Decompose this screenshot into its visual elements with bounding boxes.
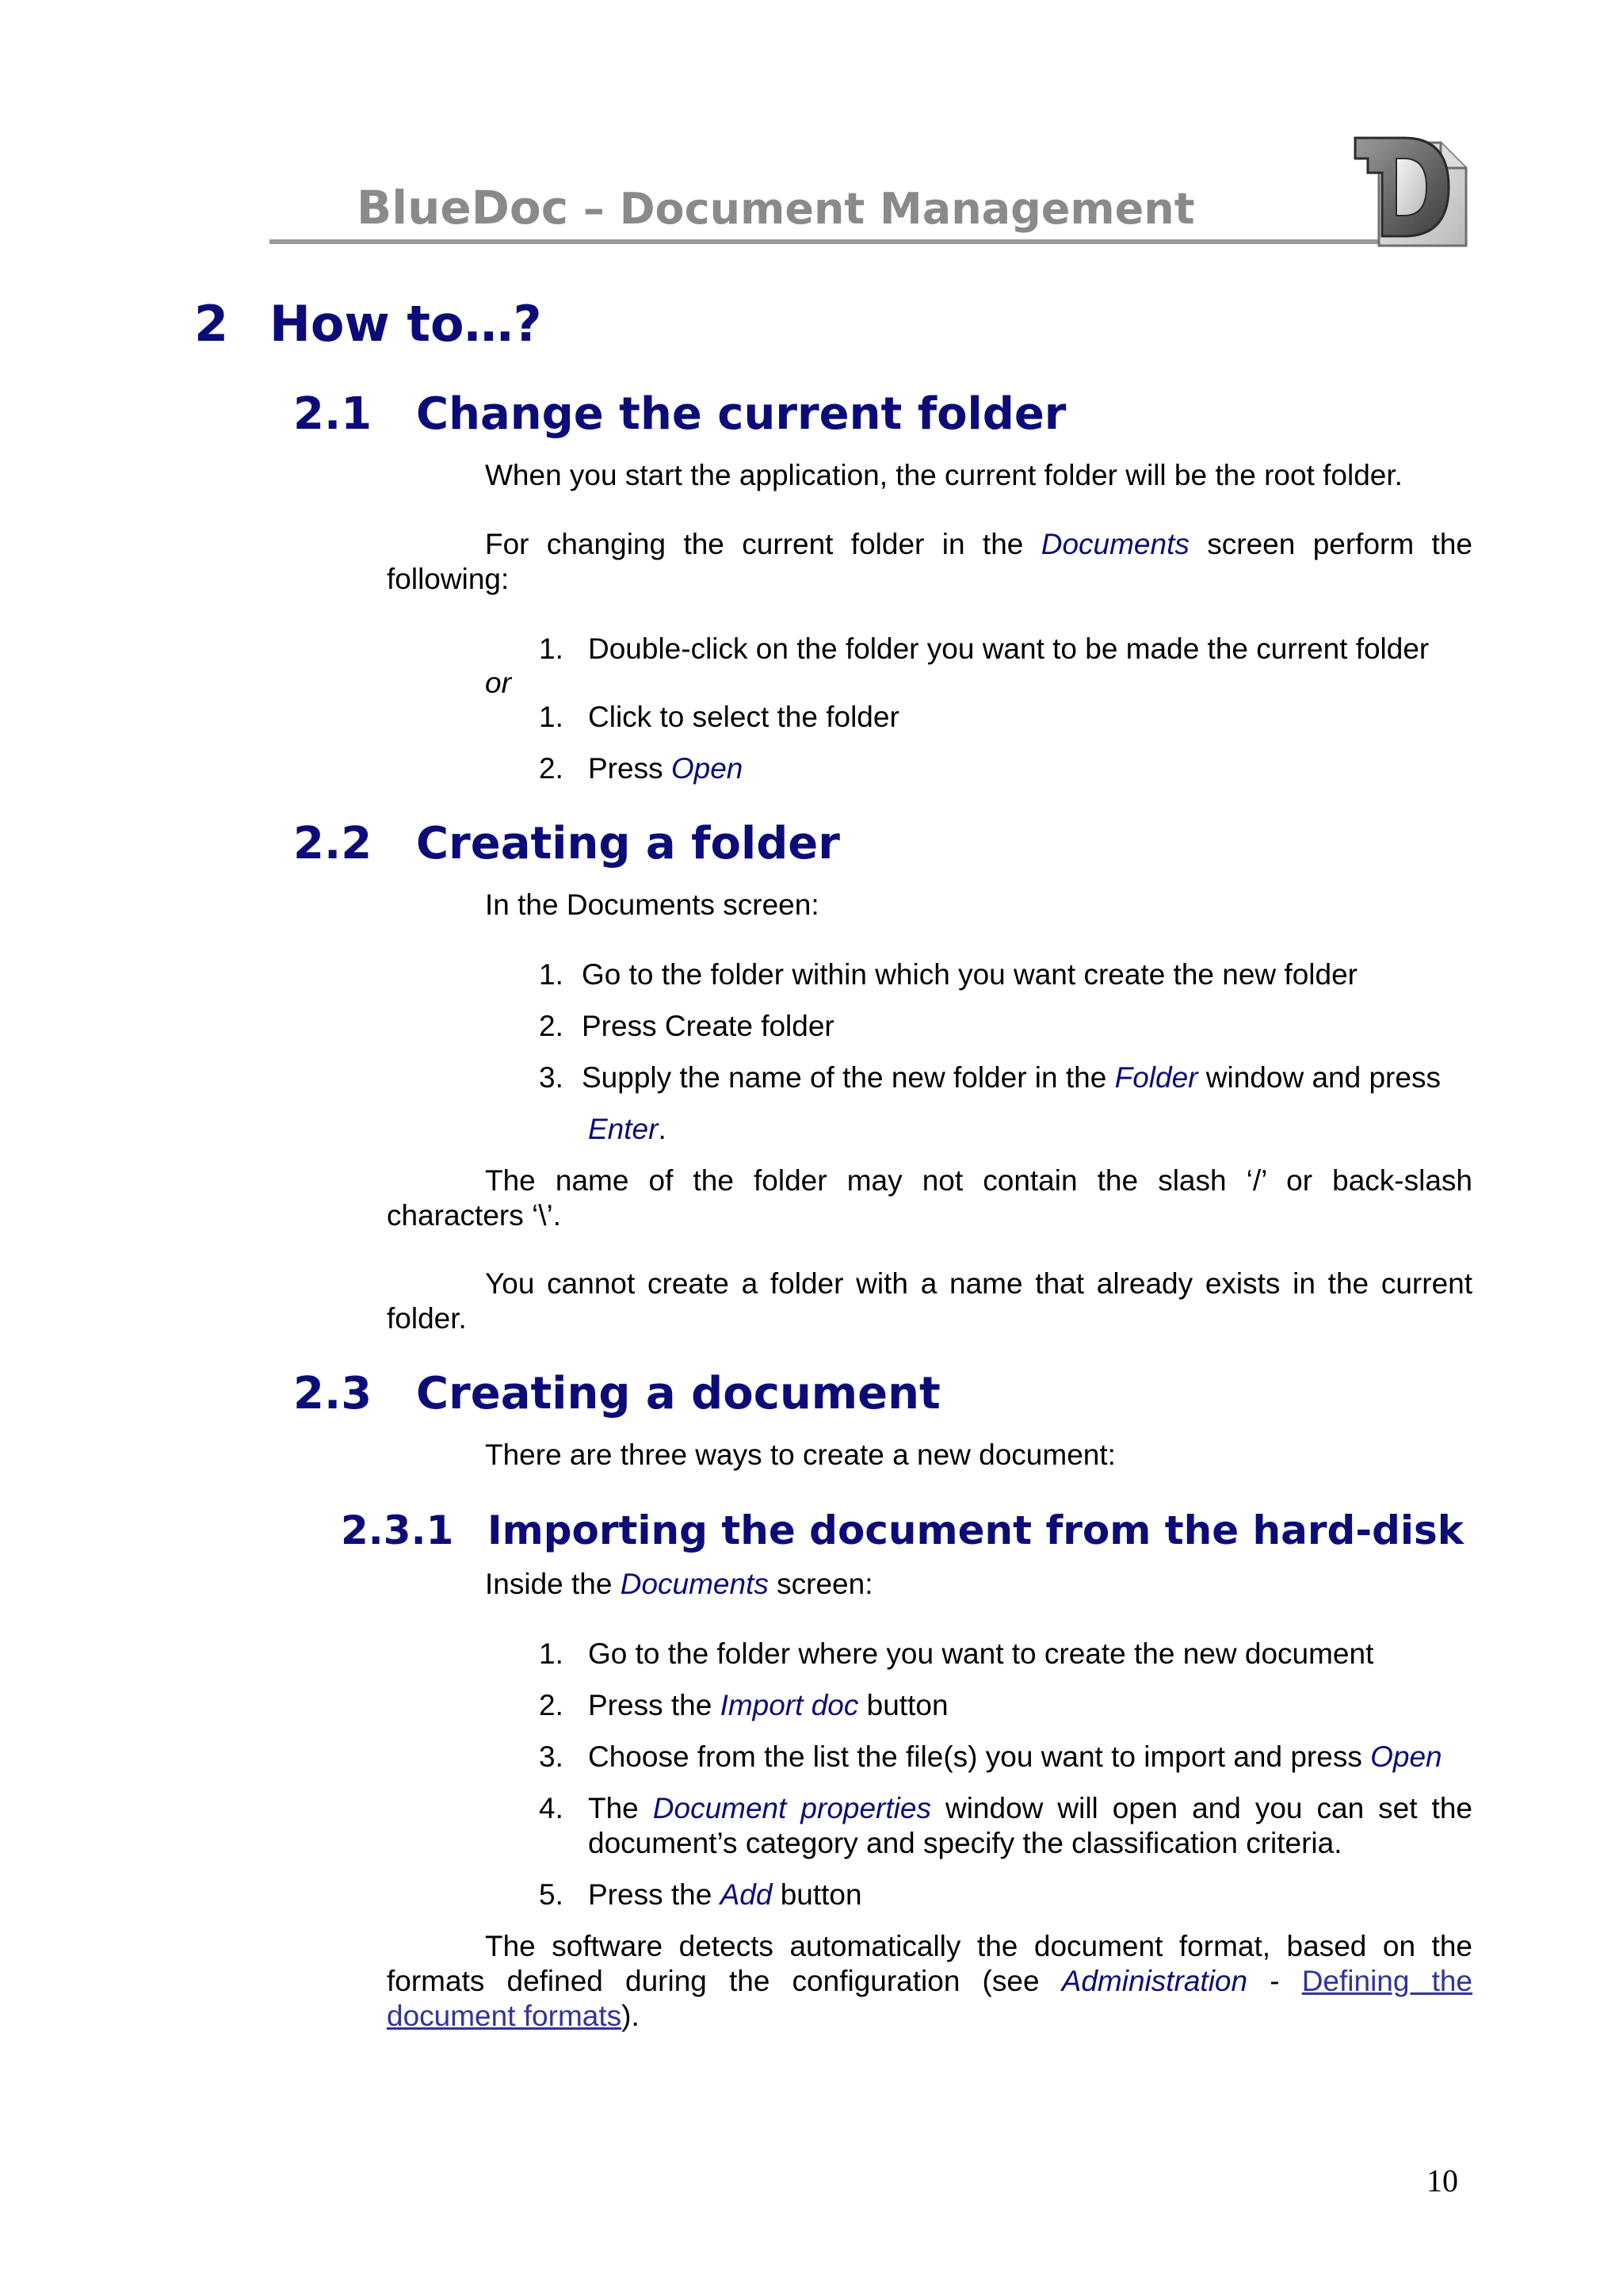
list-number: 3. [539, 1061, 563, 1094]
folder-reference: Folder [1114, 1061, 1198, 1094]
paragraph: In the Documents screen: [485, 888, 819, 921]
paragraph: When you start the application, the current folder will be the root folder. [485, 459, 1403, 491]
bluedoc-logo-icon [1347, 127, 1474, 254]
list-number: 4. [539, 1792, 563, 1824]
text: . [658, 1113, 666, 1145]
text: For changing the current folder in the [485, 528, 1041, 560]
administration-reference: Administration [1061, 1965, 1248, 1997]
paragraph: The software detects automatically the document format, based on the [485, 1930, 1472, 1962]
list-text [588, 1688, 949, 1723]
list-number: 2. [539, 1689, 563, 1721]
text: button [772, 1878, 862, 1911]
chapter-number: 2 [194, 295, 229, 353]
header-title [357, 181, 1195, 235]
text: Supply the name of the new folder in the [582, 1061, 1115, 1094]
page-number: 10 [1426, 2163, 1458, 2199]
document-formats-link[interactable]: document formats [387, 2000, 622, 2032]
paragraph-continuation: characters ‘\’. [387, 1199, 562, 1232]
list-text: Double-click on the folder you want to be made the current folder [588, 632, 1430, 665]
list-item-continuation [588, 1112, 666, 1147]
paragraph-continuation [387, 1964, 1472, 1999]
list-text: Click to select the folder [588, 701, 899, 733]
subsection-number: 2.3.1 [341, 1507, 454, 1553]
section-number: 2.2 [293, 818, 372, 869]
text: formats defined during the configuration (see [387, 1965, 1062, 1997]
list-text: Press Create folder [582, 1010, 834, 1042]
text: Press the [588, 1878, 720, 1911]
list-text [588, 1791, 1472, 1826]
chapter-title: How to…? [269, 295, 542, 353]
enter-reference: Enter [588, 1113, 659, 1145]
text: Press [588, 752, 671, 785]
or-label: or [485, 667, 511, 699]
text: button [858, 1689, 949, 1721]
list-text [588, 751, 743, 786]
paragraph: There are three ways to create a new document: [485, 1438, 1116, 1471]
header-dash: – [568, 184, 620, 234]
list-text [582, 1060, 1441, 1095]
page-header [269, 127, 1490, 246]
section-title: Creating a document [416, 1368, 941, 1419]
paragraph-continuation: following: [387, 563, 510, 595]
section-title: Creating a folder [416, 818, 840, 869]
text: The [588, 1792, 653, 1824]
text: ). [621, 2000, 640, 2032]
section-number: 2.3 [293, 1368, 372, 1419]
text: window and press [1197, 1061, 1441, 1094]
section-number: 2.1 [293, 388, 372, 440]
header-rule [269, 239, 1379, 244]
documents-reference: Documents [620, 1568, 769, 1600]
text: screen: [768, 1568, 873, 1600]
list-number: 1. [539, 632, 563, 665]
paragraph [485, 1567, 873, 1602]
import-doc-reference: Import doc [720, 1689, 859, 1721]
paragraph: The name of the folder may not contain the slash ‘/’ or back-slash [485, 1164, 1472, 1197]
paragraph-continuation: folder. [387, 1302, 467, 1335]
text: - [1247, 1965, 1302, 1997]
chapter-heading [194, 295, 542, 353]
list-number: 1. [539, 701, 563, 733]
paragraph [485, 527, 1472, 562]
open-reference: Open [1370, 1740, 1442, 1773]
section-heading-2-1 [293, 388, 1066, 440]
defining-formats-link[interactable]: Defining the [1301, 1965, 1473, 1997]
section-title: Change the current folder [416, 388, 1067, 440]
list-number: 3. [539, 1740, 563, 1773]
open-reference: Open [670, 752, 743, 785]
subsection-title: Importing the document from the hard-disk [487, 1507, 1465, 1553]
list-text [588, 1878, 862, 1912]
list-number: 2. [539, 752, 563, 785]
text: Inside the [485, 1568, 621, 1600]
section-heading-2-3 [293, 1368, 941, 1419]
header-brand: BlueDoc [357, 181, 569, 235]
header-subtitle: Document Management [619, 184, 1195, 234]
list-text: Go to the folder within which you want create the new folder [582, 958, 1358, 991]
list-number: 1. [539, 1637, 563, 1670]
subsection-heading-2-3-1 [341, 1507, 1464, 1553]
add-reference: Add [720, 1878, 773, 1911]
list-number: 5. [539, 1878, 563, 1911]
text: window will open and you can set the [930, 1792, 1472, 1824]
text: Press the [588, 1689, 720, 1721]
paragraph: You cannot create a folder with a name that already exists in the current [485, 1267, 1472, 1300]
list-number: 2. [539, 1010, 563, 1042]
list-number: 1. [539, 958, 563, 991]
documents-reference: Documents [1041, 528, 1190, 560]
list-text: Go to the folder where you want to create the new document [588, 1637, 1374, 1670]
section-heading-2-2 [293, 818, 840, 869]
text: screen perform the [1189, 528, 1472, 560]
text: Choose from the list the file(s) you want to import and press [588, 1740, 1371, 1773]
list-text-continuation: document’s category and specify the classification criteria. [588, 1827, 1342, 1859]
document-properties-reference: Document properties [652, 1792, 931, 1824]
list-text [588, 1740, 1442, 1775]
paragraph-continuation [387, 1999, 640, 2034]
